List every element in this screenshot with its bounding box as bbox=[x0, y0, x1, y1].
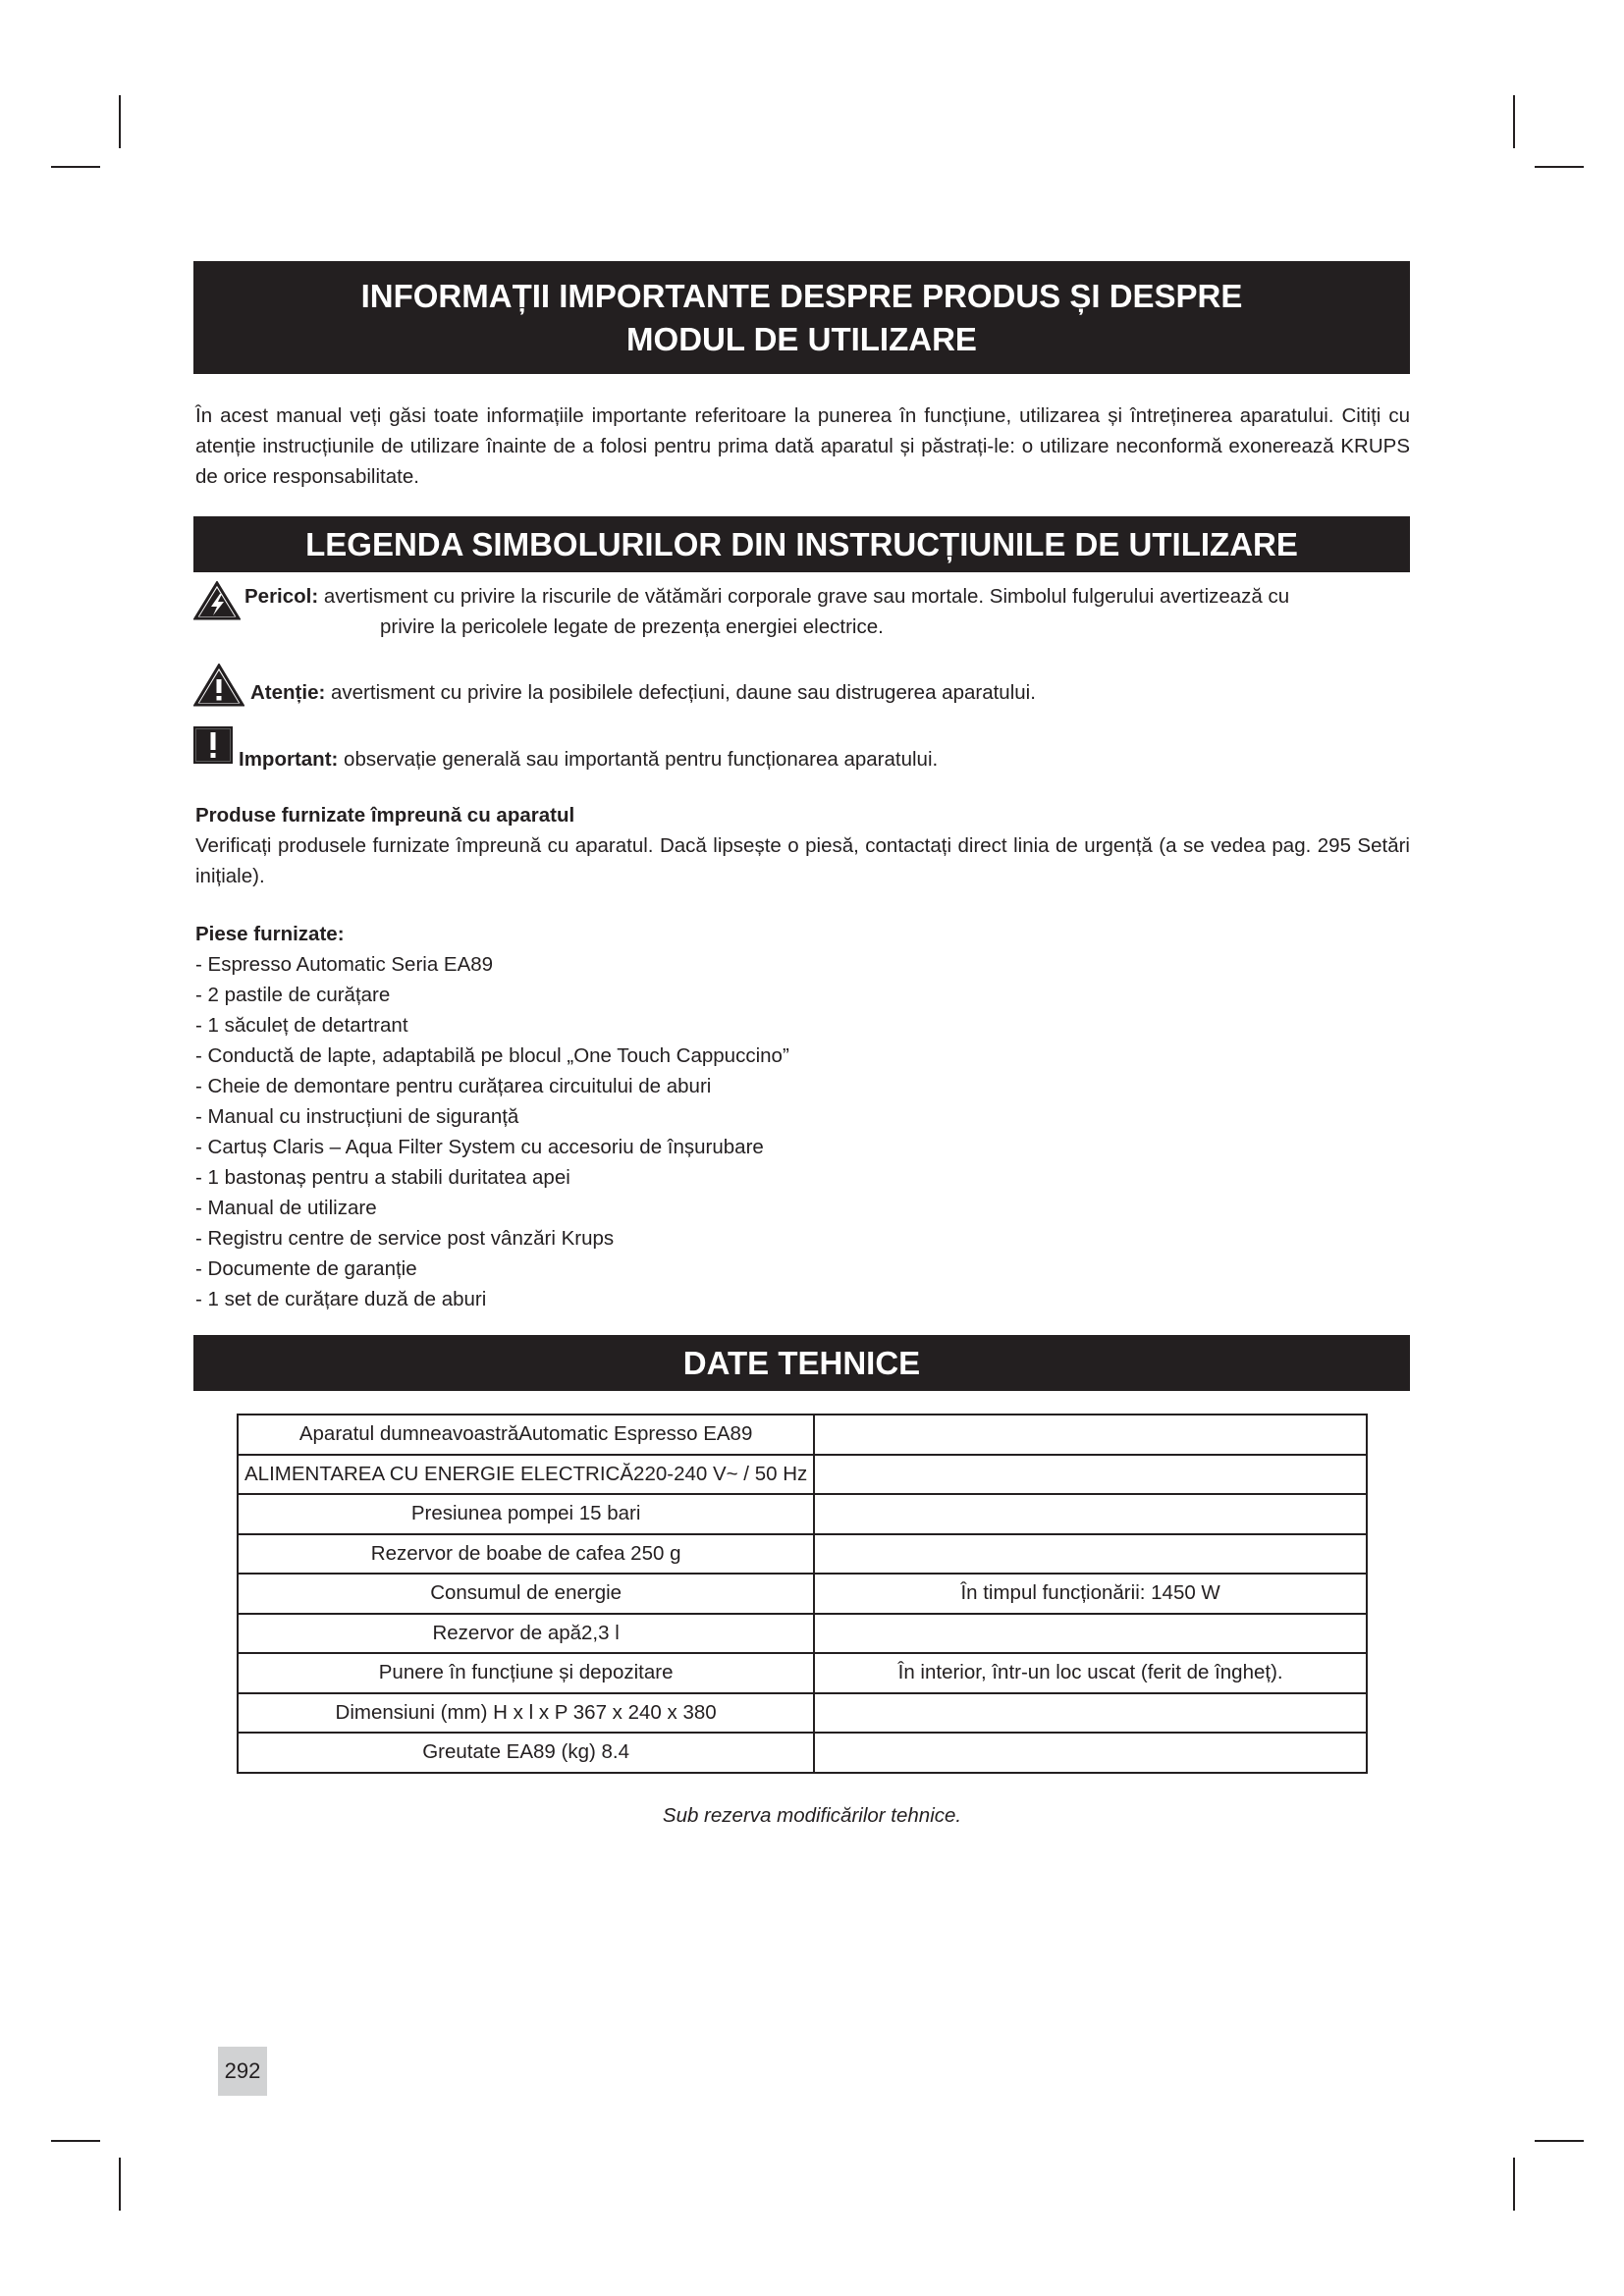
list-item: - 1 săculeț de detartrant bbox=[195, 1014, 408, 1037]
banner-title: DATE TEHNICE bbox=[682, 1344, 921, 1381]
table-cell: În timpul funcționării: 1450 W bbox=[814, 1574, 1367, 1614]
table-cell: Presiunea pompei 15 bari bbox=[238, 1494, 814, 1534]
list-item: - Documente de garanție bbox=[195, 1257, 417, 1280]
list-item: - Cheie de demontare pentru curățarea circuitului de aburi bbox=[195, 1075, 712, 1097]
table-cell: Consumul de energie bbox=[238, 1574, 814, 1614]
supplied-text: Verificați produsele furnizate împreună cu aparatul. Dacă lipsește o piesă, contactați direct linia de urgență (a se vedea pag. 295 Setări inițiale). bbox=[195, 834, 1410, 887]
crop-mark bbox=[1513, 95, 1515, 148]
symbol-important-label: Important: bbox=[239, 748, 339, 771]
symbol-danger bbox=[193, 581, 1411, 642]
table-cell: Punere în funcțiune și depozitare bbox=[238, 1653, 814, 1693]
table-cell: Dimensiuni (mm) H x l x P 367 x 240 x 380 bbox=[238, 1693, 814, 1734]
intro-paragraph bbox=[195, 400, 1410, 492]
table-cell: ALIMENTAREA CU ENERGIE ELECTRICĂ220-240 V~ / 50 Hz bbox=[238, 1455, 814, 1495]
list-item: - Conductă de lapte, adaptabilă pe blocul „One Touch Cappuccino” bbox=[195, 1044, 789, 1067]
section-banner-symbols-legend bbox=[193, 516, 1410, 572]
symbol-important-text: observație generală sau importantă pentru funcționarea aparatului. bbox=[338, 748, 939, 771]
table-row bbox=[238, 1574, 1367, 1614]
table-cell bbox=[814, 1494, 1367, 1534]
crop-mark bbox=[119, 2158, 121, 2211]
symbol-caution bbox=[193, 664, 1411, 708]
symbol-caution-label: Atenție: bbox=[250, 681, 326, 704]
table-row bbox=[238, 1614, 1367, 1654]
table-row bbox=[238, 1733, 1367, 1773]
supplied-section bbox=[195, 800, 1410, 891]
crop-mark bbox=[51, 166, 100, 168]
table-row bbox=[238, 1494, 1367, 1534]
banner-title: LEGENDA SIMBOLURILOR DIN INSTRUCȚIUNILE DE UTILIZARE bbox=[305, 525, 1298, 562]
symbol-important bbox=[193, 726, 1411, 774]
table-row bbox=[238, 1534, 1367, 1575]
symbol-caution-text: avertisment cu privire la posibilele defecțiuni, daune sau distrugerea aparatului. bbox=[325, 681, 1036, 704]
section-banner-important-info bbox=[193, 261, 1410, 374]
technical-changes-note: Sub rezerva modificărilor tehnice. bbox=[662, 1804, 962, 1827]
intro-text: În acest manual veți găsi toate informațiile importante referitoare la punerea în funcțiune, utilizarea și întreținerea aparatului. Citiți cu atenție instrucțiunile de utilizare înainte de a folosi pentru prima dată aparatul și păstrați-le: o utilizare neconformă exonerează KRUPS de orice responsabilitate. bbox=[195, 404, 1410, 488]
list-item: - Registru centre de service post vânzări Krups bbox=[195, 1227, 615, 1250]
table-row bbox=[238, 1415, 1367, 1455]
warning-lightning-triangle-icon bbox=[193, 581, 241, 620]
supplied-heading: Produse furnizate împreună cu aparatul bbox=[195, 804, 575, 827]
parts-list bbox=[195, 949, 1410, 1314]
symbol-danger-text-line2: privire la pericolele legate de prezența energiei electrice. bbox=[380, 615, 884, 638]
parts-section bbox=[195, 919, 1410, 1314]
banner-title-line1: INFORMAȚII IMPORTANTE DESPRE PRODUS ȘI DESPRE bbox=[360, 277, 1243, 314]
table-row bbox=[238, 1455, 1367, 1495]
table-cell bbox=[814, 1693, 1367, 1734]
table-cell bbox=[814, 1614, 1367, 1654]
crop-mark bbox=[1513, 2158, 1515, 2211]
table-cell bbox=[814, 1455, 1367, 1495]
table-cell: Rezervor de boabe de cafea 250 g bbox=[238, 1534, 814, 1575]
list-item: - 1 set de curățare duză de aburi bbox=[195, 1288, 487, 1310]
crop-mark bbox=[51, 2140, 100, 2142]
table-cell: Greutate EA89 (kg) 8.4 bbox=[238, 1733, 814, 1773]
list-item: - Manual cu instrucțiuni de siguranță bbox=[195, 1105, 519, 1128]
table-cell bbox=[814, 1733, 1367, 1773]
crop-mark bbox=[1535, 166, 1584, 168]
table-cell: În interior, într-un loc uscat (ferit de îngheț). bbox=[814, 1653, 1367, 1693]
table-row bbox=[238, 1693, 1367, 1734]
parts-heading: Piese furnizate: bbox=[195, 923, 345, 945]
technical-data-table bbox=[237, 1414, 1368, 1774]
banner-title-line2: MODUL DE UTILIZARE bbox=[626, 320, 977, 357]
important-square-icon bbox=[193, 726, 233, 764]
page-number: 292 bbox=[218, 2047, 267, 2096]
warning-exclamation-triangle-icon bbox=[193, 664, 244, 707]
table-cell bbox=[814, 1534, 1367, 1575]
crop-mark bbox=[119, 95, 121, 148]
table-cell bbox=[814, 1415, 1367, 1455]
list-item: - Espresso Automatic Seria EA89 bbox=[195, 953, 494, 976]
symbol-danger-label: Pericol: bbox=[244, 585, 319, 608]
crop-mark bbox=[1535, 2140, 1584, 2142]
list-item: - Manual de utilizare bbox=[195, 1197, 377, 1219]
table-cell: Rezervor de apă2,3 l bbox=[238, 1614, 814, 1654]
symbol-danger-text: avertisment cu privire la riscurile de vătămări corporale grave sau mortale. Simbolul fulgerului avertizează cu bbox=[318, 585, 1290, 608]
list-item: - 1 bastonaș pentru a stabili duritatea apei bbox=[195, 1166, 570, 1189]
table-row bbox=[238, 1653, 1367, 1693]
list-item: - 2 pastile de curățare bbox=[195, 984, 391, 1006]
list-item: - Cartuș Claris – Aqua Filter System cu accesoriu de înșurubare bbox=[195, 1136, 764, 1158]
section-banner-technical-data bbox=[193, 1335, 1410, 1391]
table-cell: Aparatul dumneavoastrăAutomatic Espresso EA89 bbox=[238, 1415, 814, 1455]
